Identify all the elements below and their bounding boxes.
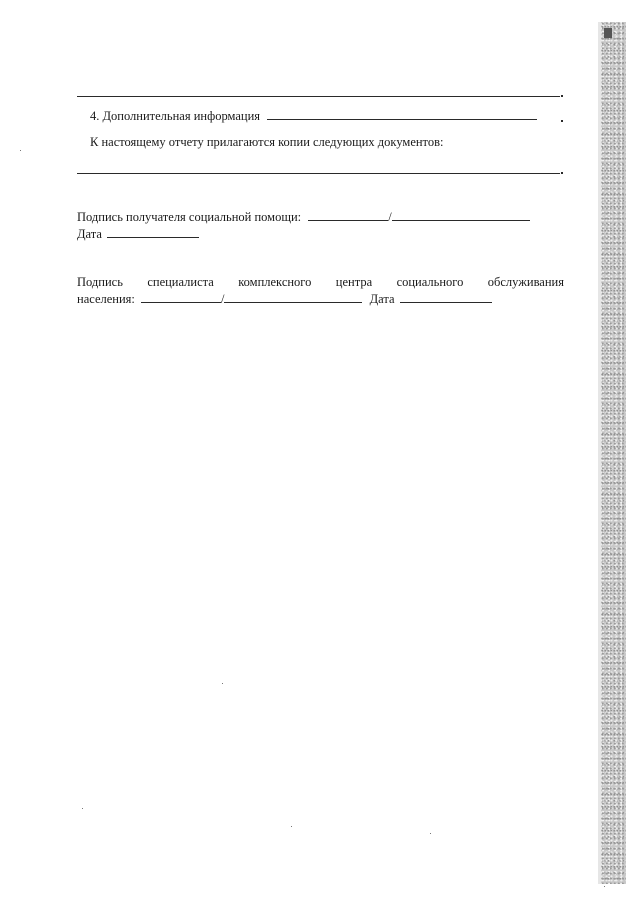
section-4-line	[90, 108, 537, 123]
scan-speck	[291, 826, 292, 827]
specialist-continuation: населения:	[77, 292, 135, 306]
additional-info-blank	[267, 108, 537, 120]
line-end-dot	[561, 120, 563, 122]
attachments-blank-line	[77, 173, 560, 174]
recipient-signature-label: Подпись получателя социальной помощи:	[77, 210, 302, 224]
specialist-name-blank	[224, 291, 362, 303]
specialist-signature-blank	[141, 291, 221, 303]
specialist-word: специалиста	[147, 275, 214, 289]
specialist-date-label: Дата	[369, 292, 395, 306]
specialist-signature-first-line	[77, 275, 564, 289]
scan-speck	[20, 150, 21, 151]
recipient-date-line	[77, 226, 199, 241]
recipient-signature-blank	[308, 209, 388, 221]
line-end-dot	[561, 95, 563, 97]
scan-speck	[604, 886, 605, 887]
previous-section-blank-line	[77, 96, 560, 97]
recipient-signature-line	[77, 209, 530, 224]
specialist-word: комплексного	[238, 275, 312, 289]
attachments-intro-line	[90, 135, 443, 149]
scan-speck	[430, 833, 431, 834]
specialist-word: Подпись	[77, 275, 123, 289]
scan-speck	[222, 683, 223, 684]
section-4-label: 4. Дополнительная информация	[90, 109, 261, 123]
recipient-name-blank	[392, 209, 530, 221]
specialist-date-blank	[400, 291, 492, 303]
recipient-date-blank	[107, 226, 199, 238]
specialist-word: социального	[396, 275, 464, 289]
signature-separator: /	[221, 292, 225, 306]
specialist-word: обслуживания	[487, 275, 564, 289]
attachments-intro: К настоящему отчету прилагаются копии следующих документов:	[90, 135, 444, 149]
specialist-word: центра	[335, 275, 373, 289]
specialist-signature-second-line	[77, 291, 492, 306]
line-end-dot	[561, 172, 563, 174]
scan-edge-strip	[598, 22, 626, 884]
recipient-date-label: Дата	[77, 227, 102, 241]
scan-speck	[82, 808, 83, 809]
signature-separator: /	[388, 210, 392, 224]
scan-mark	[604, 28, 612, 38]
